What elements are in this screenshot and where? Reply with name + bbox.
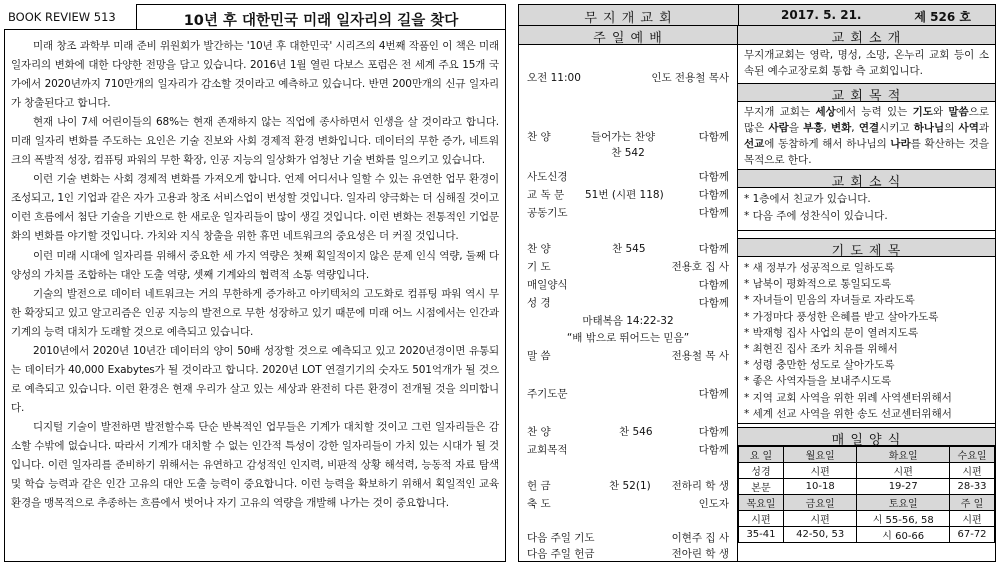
daily-chapter-row [739,479,995,495]
review-code: BOOK REVIEW 513 [4,4,136,30]
review-paragraph: 이런 미래 시대에 일자리를 위해서 중요한 세 가지 역량은 첫째 획일적이지 않은 문제 인식 역량, 둘째 다양성의 가치를 조합하는 대안 도출 역량, 셋째 기계와의 협력적 소통 역량입니다. [11,249,499,281]
worship-row-who: 다함께 [698,243,729,255]
daily-cell: 성경 [739,463,784,479]
review-paragraph: 2010년에서 2020년 10년간 데이터의 양이 50배 성장할 것으로 예측되고 있고 2020년경이면 유통되는 데이터가 40,000 Exabytes가 될 것이라고 합니다. 2020년 LOT 연결기기의 숫자도 501억개가 될 것으로 예측되고 있습니다. 이런 환경은 현재 우리가 살고 있는 세상과 완전히 다른 환경이 전개될 것을 의미합니다. [11,344,499,414]
daily-head-row [739,447,995,463]
news-title: 교 회 소 식 [738,169,995,188]
worship-row-who: 전아린 학 생 [671,548,729,560]
daily-book-row [739,463,995,479]
bulletin-date-issue [739,5,995,25]
worship-row [527,277,729,291]
daily-cell: 42-50, 53 [783,527,856,543]
prayer-title: 기 도 제 목 [738,238,995,257]
intro-title: 교 회 소 개 [738,26,995,45]
church-name: 무 지 개 교 회 [519,5,739,25]
prayer-item: * 자녀들이 믿음의 자녀들로 자라도록 [744,294,915,307]
daily-cell: 19-27 [857,479,950,495]
review-title: 10년 후 대한민국 미래 일자리의 길을 찾다 [136,4,506,30]
daily-cell: 목요일 [739,495,784,511]
worship-row-item: 들어가는 찬양 [591,131,656,143]
worship-row-who: 이현주 집 사 [671,532,729,544]
bulletin-page [518,4,996,562]
prayer-item: * 좋은 사역자들을 보내주시도록 [744,375,892,388]
daily-book-row [739,511,995,527]
worship-row-who: 다함께 [698,207,729,219]
daily-cell: 금요일 [783,495,856,511]
prayer-item: * 남북이 평화적으로 통일되도록 [744,278,892,291]
news-item: * 다음 주에 성찬식이 있습니다. [744,210,888,222]
worship-row-who: 인도자 [698,498,729,510]
worship-row [527,187,729,201]
worship-row-label: 다음 주일 헌금 [527,548,595,560]
worship-row [527,546,729,560]
worship-row-item: 찬 52(1) [609,480,651,492]
worship-row [527,129,729,143]
daily-head-row [739,495,995,511]
worship-row-label: 주기도문 [527,388,568,400]
worship-row-who: 전용호 집 사 [671,261,729,273]
purpose-title: 교 회 목 적 [738,83,995,102]
worship-leader: 인도 전용철 목사 [651,72,729,84]
worship-time-row [527,70,729,84]
worship-row-who: 다함께 [698,444,729,456]
worship-row [527,259,729,273]
daily-cell: 시편 [739,511,784,527]
daily-cell: 시 55-56, 58 [857,511,950,527]
daily-cell: 토요일 [857,495,950,511]
daily-cell: 시 60-66 [857,527,950,543]
review-paragraph: 디지털 기술이 발전하면 발전할수록 단순 반복적인 업무들은 기계가 대치할 것이고 그런 일자리들은 감소할 수밖에 없습니다. 따라서 기계가 대치할 수 없는 인간적 특성이 강한 일자리들이 가치 있는 시대가 될 것입니다. 이런 일자리를 준비하기 위해서는 유연하고 감성적인 인지력, 비판적 상황 해석력, 능동적 자료 탐색 및 학습 능력과 같은 인간 고유의 대안 도출 능력이 중요합니다. 이런 능력을 확보하기 위해서 획일적인 교육 환경을 맹목적으로 추종하는 흐름에서 벗어나 자기 고유의 역량을 개발해 나가는 것이 중요합니다. [11,420,499,510]
daily-cell: 화요일 [857,447,950,463]
daily-cell: 시편 [783,463,856,479]
daily-cell: 28-33 [950,479,995,495]
prayer-list [738,257,995,423]
worship-row [527,169,729,183]
worship-row-label: 교 독 문 [527,189,565,201]
worship-row-who: 다함께 [698,426,729,438]
worship-row-who: 다함께 [698,297,729,309]
worship-row-item: 51번 (시편 118) [585,189,664,201]
worship-row [527,478,729,492]
worship-row-label: 교회목적 [527,444,568,456]
worship-row-label: 매일양식 [527,279,568,291]
daily-cell: 시편 [783,511,856,527]
daily-cell: 주 일 [950,495,995,511]
prayer-item: * 지역 교회 사역을 위한 위례 사역센터위해서 [744,391,952,404]
prayer-item: * 새 정부가 성공적으로 일하도록 [744,262,895,274]
worship-row [527,295,729,309]
worship-row-label: 찬 양 [527,426,551,438]
daily-cell: 67-72 [950,527,995,543]
scripture-reference: 마태복음 14:22-32 [582,315,674,327]
review-paragraph: 기술의 발전으로 데이터 네트워크는 거의 무한하게 증가하고 아키텍처의 고도화로 컴퓨팅 파워 역시 무한 확장되고 있고 알고리즘은 인공 지능의 발전으로 무한 성장하고 있기 때문에 미래 어느 시점에서는 인간과 기계의 능력 대치가 도래할 것으로 예측되고 있습니다. [11,287,499,338]
daily-reading-table [738,446,995,543]
worship-row-label: 찬 양 [527,131,551,143]
worship-row-who: 전용철 목 사 [671,350,729,362]
sermon-title: “배 밖으로 뛰어드는 믿음” [566,332,690,344]
news-list [738,188,995,230]
daily-cell: 10-18 [783,479,856,495]
worship-row-label: 헌 금 [527,480,551,492]
worship-row [527,424,729,438]
daily-chapter-row [739,527,995,543]
daily-cell: 시편 [950,511,995,527]
bulletin-header [518,4,996,26]
bulletin-info-column [738,26,996,562]
daily-cell: 35-41 [739,527,784,543]
worship-row-label: 사도신경 [527,171,568,183]
prayer-item: * 최현진 집사 조카 치유를 위해서 [744,343,898,356]
hymn-number: 찬 542 [611,147,645,159]
worship-row [527,386,729,400]
worship-row [527,205,729,219]
review-paragraph: 이런 기술 변화는 사회 경제적 변화를 가져오게 합니다. 언제 어디서나 일할 수 있는 유연한 업무 환경이 조성되고, 1인 기업과 같은 자가 고용과 창조 서비스업이 번성할 것입니다. 일자리 양극화는 더 심해질 것이고 이런 흐름에서 첨단 기술을 기반으로 한 새로운 일자리들이 많이 생길 것입니다. 이런 변화는 전통적인 기업문화의 변화를 야기할 것입니다. 가치와 지식 창출을 위한 휴먼 네트워크의 중요성은 더 커질 것입니다. [11,173,499,243]
prayer-item: * 가정마다 풍성한 은혜를 받고 살아가도록 [744,310,939,323]
intro-text: 무지개교회는 영락, 명성, 소망, 온누리 교회 등이 소속된 예수교장로회 통합 측 교회입니다. [744,49,989,77]
worship-row-label: 찬 양 [527,243,551,255]
worship-time: 오전 11:00 [527,72,581,84]
worship-row-who: 다함께 [698,388,729,400]
worship-row-label: 말 씀 [527,350,551,362]
worship-row-who: 다함께 [698,171,729,183]
worship-row-who: 다함께 [698,131,729,143]
review-header [4,4,506,30]
prayer-item: * 세계 선교 사역을 위한 송도 선교센터위해서 [744,407,952,420]
worship-row-label: 기 도 [527,261,551,273]
worship-row-label: 다음 주일 기도 [527,532,595,544]
book-review-page [4,4,506,562]
daily-cell: 본문 [739,479,784,495]
worship-row [527,241,729,255]
daily-cell: 수요일 [950,447,995,463]
worship-row-label: 축 도 [527,498,551,510]
worship-title: 주 일 예 배 [519,26,737,45]
daily-cell: 요 일 [739,447,784,463]
worship-row [527,348,729,362]
worship-row [527,496,729,510]
worship-row-label: 공동기도 [527,207,568,219]
worship-row [527,442,729,456]
news-item: * 1층에서 친교가 있습니다. [744,193,871,205]
worship-row-who: 다함께 [698,189,729,201]
daily-cell: 시편 [857,463,950,479]
review-paragraph: 현재 나이 7세 어린이들의 68%는 현재 존재하지 않는 직업에 종사하면서 인생을 살 것이라고 합니다. 미래 일자리 변화를 주도하는 요인은 기술 진보와 사회 경제적 환경 변화입니다. 데이터의 무한 증가, 네트워크의 폭발적 성장, 컴퓨팅 파워의 무한 확장, 인공 지능의 일상화가 엄청난 기술 변화를 일으키고 있습니다. [11,116,499,167]
worship-row-label: 성 경 [527,297,551,309]
prayer-item: * 성령 충만한 성도로 살아가도록 [744,359,895,372]
review-paragraph: 미래 창조 과학부 미래 준비 위원회가 발간하는 '10년 후 대한민국' 시리즈의 4번째 작품인 이 책은 미래 일자리의 변화에 대한 다양한 전망을 담고 있습니다. 2016년 1월 열린 다보스 포럼은 전 세계 주요 15개 국가에서 2020년까지 710만개의 일자리가 감소할 것이라고 예측하고 있습니다. 반면 200만개의 신규 일자리가 창출된다고 합니다. [11,40,499,110]
daily-title: 매 일 양 식 [738,427,995,446]
worship-row-item: 찬 545 [612,243,646,255]
review-body [4,30,506,562]
worship-row-who: 다함께 [698,279,729,291]
worship-row [527,530,729,544]
daily-cell: 월요일 [783,447,856,463]
bulletin-issue: 제 526 호 [914,10,971,24]
daily-cell: 시편 [950,463,995,479]
worship-row-who: 전하리 학 생 [671,480,729,492]
bulletin-date: 2017. 5. 21. [781,8,862,22]
worship-order [518,26,738,562]
worship-row-item: 찬 546 [619,426,653,438]
purpose-text: 무지개 교회는 세상에서 능력 있는 기도와 말씀으로 많은 사람을 부흥, 변화, 연결시키고 하나님의 사역과 선교에 동참하게 해서 하나님의 나라를 확산하는 것을 목적으로 한다. [744,106,989,166]
prayer-item: * 박재형 집사 사업의 문이 열려지도록 [744,326,919,339]
